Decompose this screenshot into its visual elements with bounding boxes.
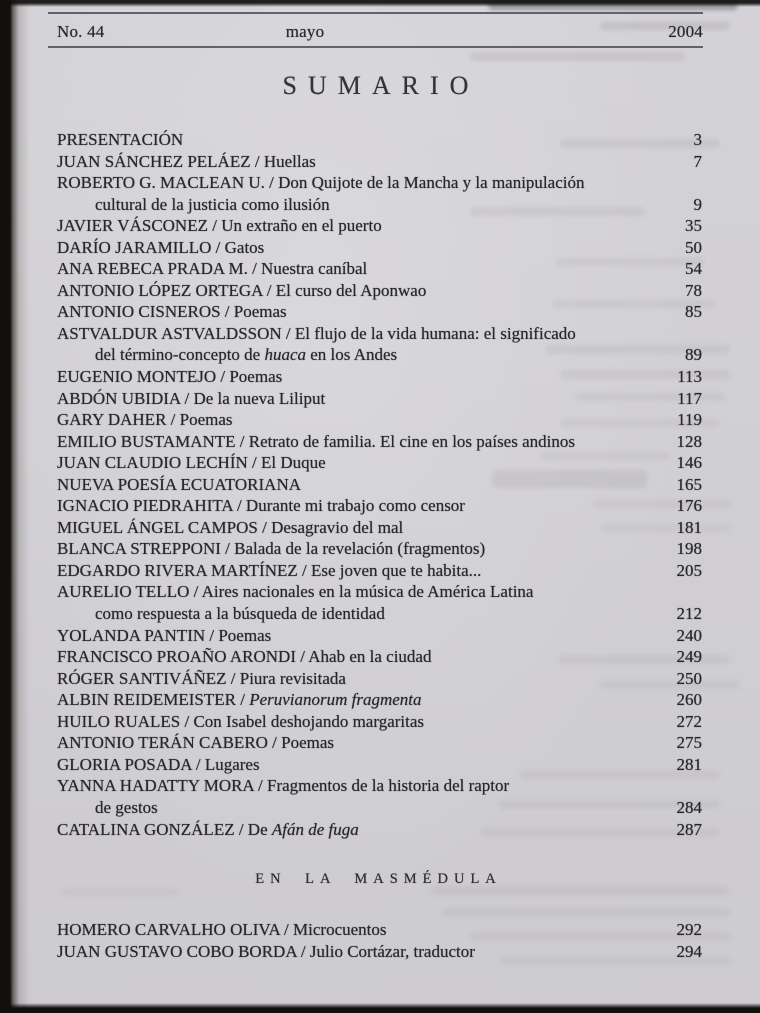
toc-entry-line bbox=[57, 215, 702, 237]
toc-entry-line bbox=[57, 517, 702, 539]
month-label: mayo bbox=[285, 22, 325, 41]
toc-entry-text: PRESENTACIÓN bbox=[57, 130, 184, 149]
toc-entry-page: 50 bbox=[685, 237, 702, 257]
scan-edge-top bbox=[0, 0, 760, 7]
toc-entry-text: ANTONIO LÓPEZ ORTEGA / El curso del Aponwao bbox=[57, 280, 427, 300]
toc-entry-text: BLANCA STREPPONI / Balada de la revelación (fragmentos) bbox=[57, 539, 486, 559]
toc-entry-line bbox=[57, 323, 702, 345]
toc-entry-page: 212 bbox=[676, 604, 702, 624]
toc-entry-page: 146 bbox=[676, 453, 702, 473]
toc-entry-text: como respuesta a la búsqueda de identidad bbox=[95, 604, 385, 624]
toc-entry-line bbox=[57, 237, 702, 259]
toc-entry-line bbox=[57, 194, 702, 216]
toc-entry-page: 165 bbox=[676, 474, 702, 494]
toc-entry-line bbox=[57, 409, 702, 431]
toc-entry-text: EUGENIO MONTEJO / Poemas bbox=[57, 367, 283, 387]
toc-entry-text: DARÍO JARAMILLO / Gatos bbox=[57, 237, 265, 257]
toc-entry-line bbox=[57, 560, 702, 582]
toc-entry-page: 35 bbox=[685, 216, 702, 236]
section-heading: EN LA MASMÉDULA bbox=[255, 871, 502, 887]
toc-entry-page: 54 bbox=[685, 259, 702, 279]
toc-entry-line bbox=[57, 732, 702, 754]
scan-edge-left bbox=[0, 0, 30, 1013]
toc-entry-line bbox=[57, 668, 702, 690]
toc-entry-text: CATALINA GONZÁLEZ / De Afán de fuga bbox=[57, 819, 359, 839]
toc-entry-text: JAVIER VÁSCONEZ / Un extraño en el puerto bbox=[57, 216, 382, 236]
toc-entry-text: JUAN CLAUDIO LECHÍN / El Duque bbox=[57, 453, 326, 473]
toc-entry-line bbox=[57, 603, 702, 625]
toc-entry-line bbox=[57, 625, 702, 647]
toc-entry-page: 198 bbox=[676, 539, 702, 559]
toc-entry-page: 119 bbox=[677, 410, 702, 430]
toc-entry-text: GLORIA POSADA / Lugares bbox=[57, 754, 260, 774]
masthead-rule-bottom bbox=[48, 46, 703, 48]
toc-entry-text: YANNA HADATTY MORA / Fragmentos de la historia del raptor bbox=[57, 776, 510, 796]
toc-entry-text: ABDÓN UBIDIA / De la nueva Liliput bbox=[57, 388, 326, 408]
masthead-rule-top bbox=[48, 12, 703, 14]
toc-entry-text: HUILO RUALES / Con Isabel deshojando margaritas bbox=[57, 711, 425, 731]
toc-entry-text: AURELIO TELLO / Aires nacionales en la música de América Latina bbox=[57, 582, 534, 602]
toc-entry-text: cultural de la justicia como ilusión bbox=[95, 194, 330, 214]
toc-entry-text: MIGUEL ÁNGEL CAMPOS / Desagravio del mal bbox=[57, 517, 404, 537]
toc-entry-page: 128 bbox=[676, 431, 702, 451]
toc-entry-page: 275 bbox=[676, 733, 702, 753]
toc-entry-page: 272 bbox=[676, 711, 702, 731]
toc-entry-line bbox=[57, 431, 702, 453]
bleed-through-artifact bbox=[60, 888, 180, 896]
toc-entry-page: 78 bbox=[685, 280, 702, 300]
toc-entry-text: FRANCISCO PROAÑO ARONDI / Ahab en la ciudad bbox=[57, 647, 432, 667]
toc-entry-page: 250 bbox=[676, 668, 702, 688]
toc-entry-text: ANA REBECA PRADA M. / Nuestra caníbal bbox=[57, 259, 368, 279]
page-title: SUMARIO bbox=[282, 71, 480, 100]
toc-entry-line bbox=[57, 819, 702, 841]
toc-entry-page: 85 bbox=[685, 302, 702, 322]
toc-entry-page: 240 bbox=[676, 625, 702, 645]
bleed-through-artifact bbox=[442, 908, 730, 917]
toc-entry-line bbox=[57, 452, 702, 474]
toc-entry-page: 284 bbox=[676, 797, 702, 817]
toc-entry-text: EMILIO BUSTAMANTE / Retrato de familia. El cine en los países andinos bbox=[57, 431, 575, 451]
toc-entry-page: 281 bbox=[676, 754, 702, 774]
toc-entry-text: del término-concepto de huaca en los Andes bbox=[95, 345, 398, 365]
toc-entry-page: 9 bbox=[693, 194, 702, 214]
toc-entry-line bbox=[57, 366, 702, 388]
toc-entry-line bbox=[57, 754, 702, 776]
toc-entry-page: 89 bbox=[685, 345, 702, 365]
toc-entry-line bbox=[57, 581, 702, 603]
toc-entry-line bbox=[57, 689, 702, 711]
issue-number: No. 44 bbox=[57, 22, 105, 41]
toc-entry-line bbox=[57, 538, 702, 560]
toc-entry-page: 3 bbox=[693, 130, 702, 149]
toc-entry-text: de gestos bbox=[95, 797, 158, 817]
toc-list bbox=[57, 129, 702, 840]
toc-entry-page: 292 bbox=[676, 920, 702, 939]
toc-entry-text: JUAN SÁNCHEZ PELÁEZ / Huellas bbox=[57, 151, 316, 171]
toc-entry-page: 260 bbox=[676, 690, 702, 710]
toc-entry-text: ROBERTO G. MACLEAN U. / Don Quijote de la Mancha y la manipulación bbox=[57, 173, 585, 193]
toc-entry-text: EDGARDO RIVERA MARTÍNEZ / Ese joven que te habita... bbox=[57, 560, 482, 580]
toc-entry-line bbox=[57, 797, 702, 819]
toc-entry-line bbox=[57, 172, 702, 194]
toc-entry-page: 205 bbox=[676, 560, 702, 580]
bleed-through-artifact bbox=[600, 22, 730, 30]
toc-entry-text: HOMERO CARVALHO OLIVA / Microcuentos bbox=[57, 920, 387, 939]
toc-entry-page: 176 bbox=[676, 496, 702, 516]
toc-entry-text: ASTVALDUR ASTVALDSSON / El flujo de la vida humana: el significado bbox=[57, 323, 576, 343]
year-label: 2004 bbox=[668, 22, 703, 41]
toc-entry-text: NUEVA POESÍA ECUATORIANA bbox=[57, 474, 302, 494]
toc-entry-text: JUAN GUSTAVO COBO BORDA / Julio Cortázar, traductor bbox=[57, 942, 475, 962]
toc-entry-text: IGNACIO PIEDRAHITA / Durante mi trabajo como censor bbox=[57, 496, 465, 516]
toc-entry-text: GARY DAHER / Poemas bbox=[57, 410, 233, 430]
toc-entry-line bbox=[57, 258, 702, 280]
toc-entry-line bbox=[57, 151, 702, 173]
toc-entry-line bbox=[57, 474, 702, 496]
toc-entry-line bbox=[57, 388, 702, 410]
toc-entry-page: 181 bbox=[676, 517, 702, 537]
toc-entry-line bbox=[57, 129, 702, 151]
toc-entry-page: 287 bbox=[676, 819, 702, 839]
scan-edge-bottom bbox=[0, 1003, 760, 1013]
toc-entry-line bbox=[57, 711, 702, 733]
toc-entry-text: ALBIN REIDEMEISTER / Peruvianorum fragmenta bbox=[57, 690, 422, 710]
toc-entry-line bbox=[57, 775, 702, 797]
toc-entry-page: 117 bbox=[677, 388, 702, 408]
toc-entry-page: 249 bbox=[676, 647, 702, 667]
toc-entry-line bbox=[57, 919, 702, 941]
toc-entry-line bbox=[57, 301, 702, 323]
toc-entry-page: 7 bbox=[693, 151, 702, 171]
section-toc-list bbox=[57, 919, 702, 964]
bleed-through-artifact bbox=[470, 52, 685, 61]
toc-entry-text: RÓGER SANTIVÁÑEZ / Piura revisitada bbox=[57, 668, 346, 688]
toc-entry-line bbox=[57, 941, 702, 963]
toc-entry-page: 294 bbox=[676, 942, 702, 962]
toc-entry-page: 113 bbox=[677, 367, 702, 387]
toc-entry-text: ANTONIO CISNEROS / Poemas bbox=[57, 302, 287, 322]
toc-entry-text: ANTONIO TERÁN CABERO / Poemas bbox=[57, 733, 335, 753]
toc-entry-line bbox=[57, 495, 702, 517]
toc-entry-line bbox=[57, 646, 702, 668]
toc-entry-line bbox=[57, 344, 702, 366]
toc-entry-text: YOLANDA PANTIN / Poemas bbox=[57, 625, 272, 645]
toc-entry-line bbox=[57, 280, 702, 302]
